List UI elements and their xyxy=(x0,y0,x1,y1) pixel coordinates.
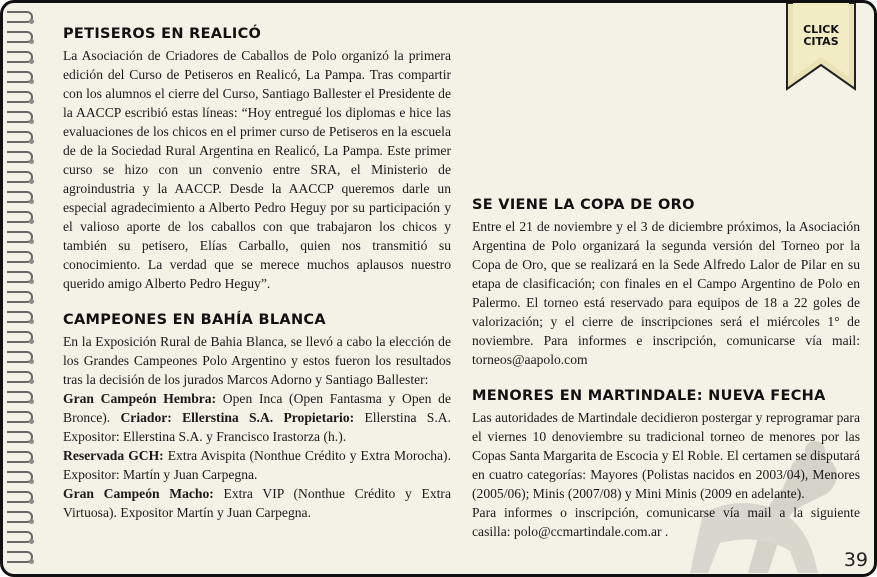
binding-ring xyxy=(7,191,35,203)
binding-ring xyxy=(7,151,35,163)
binding-ring xyxy=(7,71,35,83)
binding-ring xyxy=(7,511,35,523)
binding-ring xyxy=(7,171,35,183)
binding-ring xyxy=(7,311,35,323)
binding-ring xyxy=(7,331,35,343)
binding-ring xyxy=(7,91,35,103)
binding-ring xyxy=(7,131,35,143)
binding-ring xyxy=(7,31,35,43)
binding-ring xyxy=(7,531,35,543)
menores-heading: MENORES EN MARTINDALE: NUEVA FECHA xyxy=(472,388,826,404)
bookmark-label-line2: CITAS xyxy=(803,35,839,48)
binding-ring xyxy=(7,411,35,423)
spiral-binding xyxy=(3,11,37,571)
binding-ring xyxy=(7,231,35,243)
copa-body: Entre el 21 de noviembre y el 3 de diciembre próximos, la Asociación Argentina de Polo organizará la segunda versión del Torneo por la Copa de Oro, que se realizará en la Sede Alfredo Lalor de Pilar en su etapa de clasificación; con finales en el Campo Argentino de Polo en Palermo. El torneo está reservado para equipos de 18 a 22 goles de valorización; y el cierre de inscripciones será el miércoles 1° de noviembre. Para informes e inscripción, comunicarse vía mail: torneos@aapolo.com xyxy=(472,219,860,367)
binding-ring xyxy=(7,551,35,563)
binding-ring xyxy=(7,291,35,303)
binding-ring xyxy=(7,11,35,23)
binding-ring xyxy=(7,491,35,503)
petiseros-heading: PETISEROS EN REALICÓ xyxy=(63,26,262,42)
binding-ring xyxy=(7,251,35,263)
binding-ring xyxy=(7,271,35,283)
copa-heading: SE VIENE LA COPA DE ORO xyxy=(472,197,695,213)
menores-body: Las autoridades de Martindale decidieron postergar y reprogramar para el viernes 10 denoviembre su tradicional torneo de menores por las Copas Santa Margarita de Escocia y El Roble. El certamen se disputará en cuatro categorías: Mayores (Polistas nacidos en 2003/04), Menores (2005/06); Minis (2007/08) y Mini Minis (2009 en adelante). xyxy=(472,410,860,501)
menores-contact: Para informes o inscripción, comunicarse vía mail a la siguiente casilla: polo@ccmartindale.com.ar . xyxy=(472,505,860,539)
campeones-reservada: Reservada GCH: Extra Avispita (Nonthue Crédito y Extra Morocha). Expositor: Martín y Juan Carpegna. xyxy=(63,448,451,482)
binding-ring xyxy=(7,431,35,443)
binding-ring xyxy=(7,451,35,463)
binding-ring xyxy=(7,391,35,403)
binding-ring xyxy=(7,371,35,383)
binding-ring xyxy=(7,51,35,63)
left-column xyxy=(63,25,451,522)
campeones-intro: En la Exposición Rural de Bahia Blanca, se llevó a cabo la elección de los Grandes Campeones Polo Argentino y estos fueron los resultados tras la decisión de los jurados Marcos Adorno y Santiago Ballester: xyxy=(63,334,451,387)
right-column xyxy=(472,196,860,541)
bookmark-label-line1: CLICK xyxy=(803,23,839,36)
campeones-macho: Gran Campeón Macho: Extra VIP (Nonthue Crédito y Extra Virtuosa). Expositor Martín y Juan Carpegna. xyxy=(63,486,451,520)
campeones-heading: CAMPEONES EN BAHÍA BLANCA xyxy=(63,312,326,328)
binding-ring xyxy=(7,351,35,363)
binding-ring xyxy=(7,471,35,483)
binding-ring xyxy=(7,111,35,123)
page-number: 39 xyxy=(843,549,868,571)
binding-ring xyxy=(7,211,35,223)
campeones-hembra: Gran Campeón Hembra: Open Inca (Open Fantasma y Open de Bronce). Criador: Ellerstina S.A. Propietario: Ellerstina S.A. Expositor: Ellerstina S.A. y Francisco Irastorza (h.). xyxy=(63,391,452,444)
click-citas-bookmark[interactable] xyxy=(785,3,857,91)
petiseros-body: La Asociación de Criadores de Caballos de Polo organizó la primera edición del Curso de Petiseros en Realicó, La Pampa. Tras compartir con los alumnos el cierre del Curso, Santiago Ballester el Presidente de la AACCP escribió estas líneas: “Hoy entregué los diplomas e hice las evaluaciones de los chicos en el primer curso de Petiseros en la escuela de de la Sociedad Rural Argentina en Realicó, La Pampa. Este primer curso se hizo con un convenio entre SRA, el Ministerio de agroindustria y la AACCP. Desde la AACCP queremos darle un especial agradecimiento a Alberto Pedro Heguy por su participación y el valioso aporte de los caballos con que trabajaron los chicos y también su petisero, Elías Carballo, quien nos transmitió su conocimiento. La verdad que se merece muchos aplausos nuestro querido amigo Alberto Pedro Heguy”. xyxy=(63,48,451,291)
